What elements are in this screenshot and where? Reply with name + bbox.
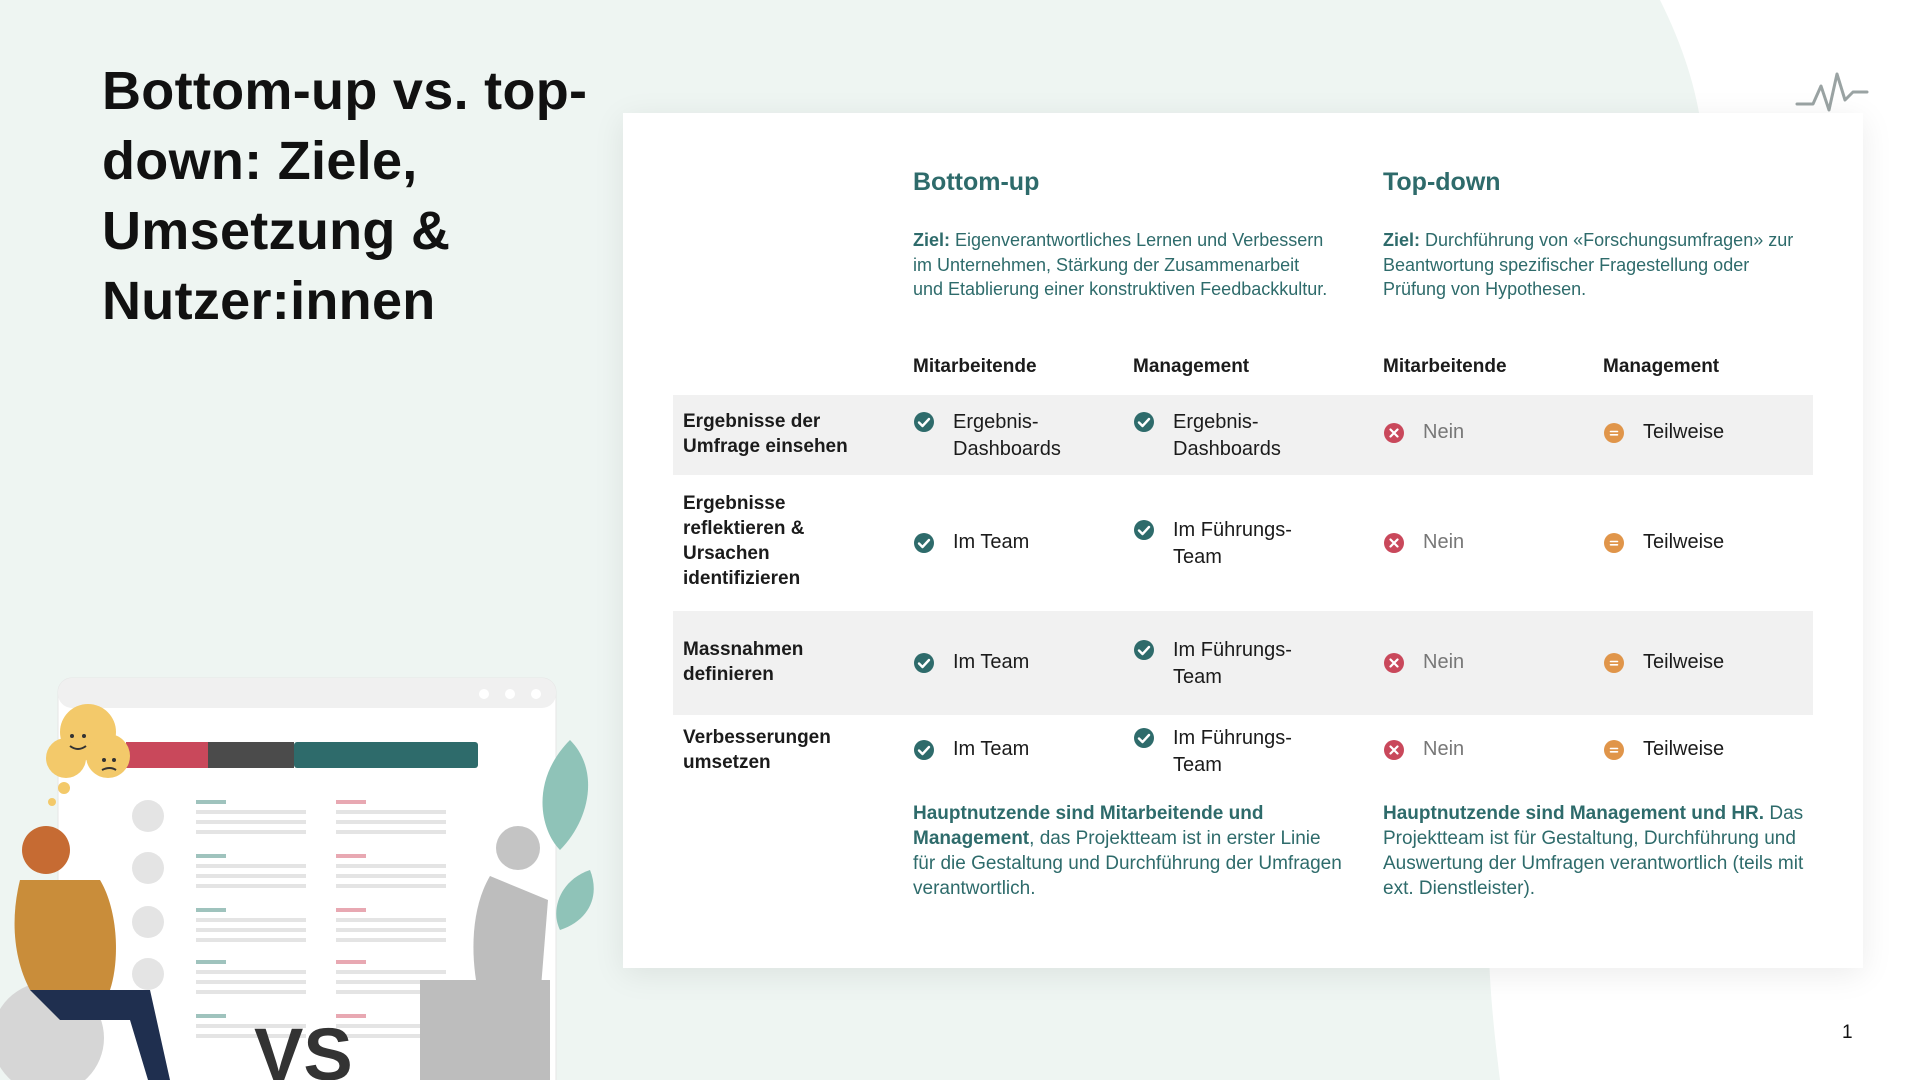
table-cell: [1383, 736, 1464, 763]
cell-value: Im Team: [953, 738, 1030, 760]
check-circle-icon: [913, 652, 935, 674]
cell-value: Teilweise: [1643, 421, 1725, 443]
top-down-title: Top-down: [1383, 168, 1501, 196]
slide-title: Bottom-up vs. top-down: Ziele, Umsetzung & Nutzer:innen: [102, 61, 588, 331]
check-circle-icon: [913, 411, 935, 433]
table-cell: [913, 529, 1029, 556]
table-cell: [913, 409, 1083, 463]
cell-value: Nein: [1423, 738, 1465, 760]
comparison-illustration: [0, 660, 600, 1080]
row-label: Massnahmen definieren: [683, 639, 804, 685]
cell-value: Teilweise: [1643, 531, 1725, 553]
check-circle-icon: [1133, 519, 1155, 541]
pulse-icon: [1795, 66, 1870, 116]
table-cell: [1133, 517, 1303, 571]
table-cell: [1603, 419, 1724, 446]
table-cell: [1383, 649, 1464, 676]
cell-value: Nein: [1423, 651, 1465, 673]
top-down-footer: Hauptnutzende sind Management und HR. Das Projektteam ist für Gestaltung, Durchführung und Auswertung der Umfragen verantwortlich (teils mit ext. Dienstleister).: [1383, 803, 1804, 899]
table-cell: [1133, 409, 1303, 463]
bottom-up-footer: Hauptnutzende sind Mitarbeitende und Management, das Projektteam ist in erster Linie für die Gestaltung und Durchführung der Umfragen verantwortlich.: [913, 803, 1342, 899]
x-circle-icon: [1383, 532, 1405, 554]
vs-text: VS: [254, 1013, 353, 1080]
table-row: [673, 715, 1813, 795]
table-cell: [1603, 649, 1724, 676]
table-cell: [1383, 529, 1464, 556]
cell-value: Im Team: [953, 531, 1030, 553]
partial-circle-icon: [1603, 652, 1625, 674]
row-label: Verbesserungen umsetzen: [683, 727, 831, 773]
top-down-employees-header: Mitarbeitende: [1383, 356, 1507, 377]
cell-value: Ergebnis-Dashboards: [1173, 411, 1281, 460]
table-row: [673, 395, 1813, 475]
comparison-card: [623, 113, 1863, 968]
top-down-management-header: Management: [1603, 356, 1720, 377]
table-row: [673, 611, 1813, 715]
table-cell: [913, 649, 1029, 676]
cell-value: Im Führungs-Team: [1173, 639, 1292, 688]
table-cell: [1133, 725, 1303, 779]
cell-value: Teilweise: [1643, 651, 1725, 673]
cell-value: Nein: [1423, 421, 1465, 443]
cell-value: Im Führungs-Team: [1173, 519, 1292, 568]
table-cell: [1603, 529, 1724, 556]
top-down-goal: Ziel: Durchführung von «Forschungsumfragen» zur Beantwortung spezifischer Fragestellung oder Prüfung von Hypothesen.: [1383, 230, 1794, 299]
bottom-up-employees-header: Mitarbeitende: [913, 356, 1037, 377]
bottom-up-goal: Ziel: Eigenverantwortliches Lernen und Verbessern im Unternehmen, Stärkung der Zusammenarbeit und Etablierung einer konstruktiven Feedbackkultur.: [913, 230, 1328, 299]
check-circle-icon: [1133, 411, 1155, 433]
page-number: 1: [1842, 1022, 1853, 1043]
partial-circle-icon: [1603, 739, 1625, 761]
check-circle-icon: [1133, 727, 1155, 749]
check-circle-icon: [1133, 639, 1155, 661]
cell-value: Im Team: [953, 651, 1030, 673]
table-cell: [1133, 637, 1303, 691]
check-circle-icon: [913, 739, 935, 761]
table-cell: [913, 736, 1029, 763]
x-circle-icon: [1383, 739, 1405, 761]
cell-value: Ergebnis-Dashboards: [953, 411, 1061, 460]
x-circle-icon: [1383, 652, 1405, 674]
partial-circle-icon: [1603, 422, 1625, 444]
x-circle-icon: [1383, 422, 1405, 444]
table-cell: [1603, 736, 1724, 763]
bottom-up-management-header: Management: [1133, 356, 1250, 377]
table-cell: [1383, 419, 1464, 446]
table-row: [673, 475, 1813, 611]
row-label: Ergebnisse der Umfrage einsehen: [683, 411, 848, 457]
partial-circle-icon: [1603, 532, 1625, 554]
bottom-up-title: Bottom-up: [913, 168, 1040, 196]
cell-value: Nein: [1423, 531, 1465, 553]
cell-value: Teilweise: [1643, 738, 1725, 760]
row-label: Ergebnisse reflektieren & Ursachen identifizieren: [683, 493, 805, 589]
check-circle-icon: [913, 532, 935, 554]
cell-value: Im Führungs-Team: [1173, 727, 1292, 776]
